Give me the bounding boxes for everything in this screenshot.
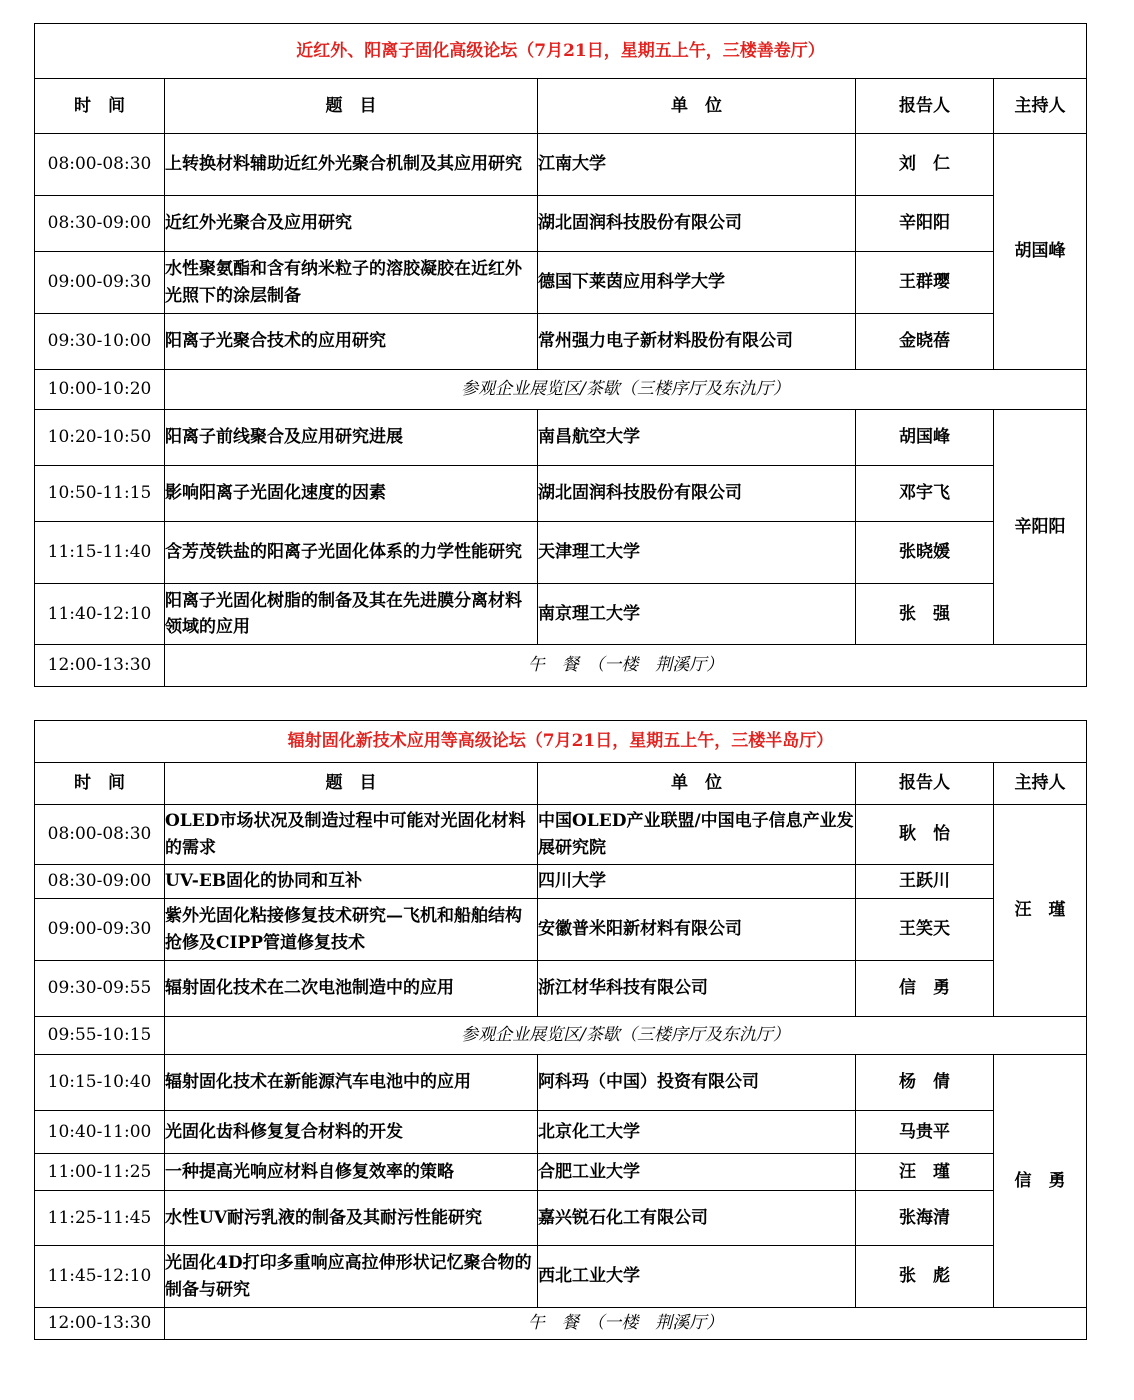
time-cell: 11:15-11:40 (35, 522, 165, 584)
unit-cell: 安徽普米阳新材料有限公司 (538, 899, 856, 961)
unit-cell: 合肥工业大学 (538, 1154, 856, 1191)
header-topic: 题 目 (165, 79, 538, 134)
unit-cell: 常州强力电子新材料股份有限公司 (538, 314, 856, 370)
header-unit: 单 位 (538, 763, 856, 805)
table-row (35, 410, 1087, 466)
speaker-cell: 王笑天 (856, 899, 994, 961)
time-cell: 11:45-12:10 (35, 1246, 165, 1308)
topic-cell: 阳离子前线聚合及应用研究进展 (165, 410, 538, 466)
table-row (35, 899, 1087, 961)
table-row (35, 522, 1087, 584)
speaker-cell: 张晓媛 (856, 522, 994, 584)
speaker-cell: 马贵平 (856, 1111, 994, 1154)
time-cell: 08:00-08:30 (35, 805, 165, 865)
topic-cell: 辐射固化技术在新能源汽车电池中的应用 (165, 1055, 538, 1111)
table-row (35, 961, 1087, 1017)
table-row (35, 805, 1087, 865)
speaker-cell: 辛阳阳 (856, 196, 994, 252)
time-cell: 10:00-10:20 (35, 370, 165, 410)
topic-cell: 影响阳离子光固化速度的因素 (165, 466, 538, 522)
lunch-text: 午 餐 （一楼 荆溪厅） (165, 1308, 1087, 1340)
speaker-cell: 邓宇飞 (856, 466, 994, 522)
topic-cell: 上转换材料辅助近红外光聚合机制及其应用研究 (165, 134, 538, 196)
unit-cell: 四川大学 (538, 865, 856, 899)
topic-cell: 阳离子光聚合技术的应用研究 (165, 314, 538, 370)
time-cell: 10:40-11:00 (35, 1111, 165, 1154)
topic-cell: 光固化齿科修复复合材料的开发 (165, 1111, 538, 1154)
lunch-row (35, 645, 1087, 687)
speaker-cell: 刘 仁 (856, 134, 994, 196)
topic-cell: 近红外光聚合及应用研究 (165, 196, 538, 252)
unit-cell: 江南大学 (538, 134, 856, 196)
header-time: 时 间 (35, 763, 165, 805)
schedule-table-1 (34, 23, 1087, 687)
time-cell: 12:00-13:30 (35, 1308, 165, 1340)
break-row (35, 1017, 1087, 1055)
break-row (35, 370, 1087, 410)
time-cell: 08:00-08:30 (35, 134, 165, 196)
topic-cell: 紫外光固化粘接修复技术研究—飞机和船舶结构抢修及CIPP管道修复技术 (165, 899, 538, 961)
speaker-cell: 耿 怡 (856, 805, 994, 865)
speaker-cell: 汪 瑾 (856, 1154, 994, 1191)
table-row (35, 865, 1087, 899)
time-cell: 09:00-09:30 (35, 899, 165, 961)
header-host: 主持人 (994, 79, 1087, 134)
topic-cell: 一种提高光响应材料自修复效率的策略 (165, 1154, 538, 1191)
time-cell: 10:15-10:40 (35, 1055, 165, 1111)
lunch-row (35, 1308, 1087, 1340)
break-text: 参观企业展览区/茶歇（三楼序厅及东氿厅） (165, 370, 1087, 410)
unit-cell: 南昌航空大学 (538, 410, 856, 466)
topic-cell: 水性聚氨酯和含有纳米粒子的溶胶凝胶在近红外光照下的涂层制备 (165, 252, 538, 314)
host-cell: 汪 瑾 (994, 805, 1087, 1017)
unit-cell: 西北工业大学 (538, 1246, 856, 1308)
speaker-cell: 张海清 (856, 1191, 994, 1246)
topic-cell: 含芳茂铁盐的阳离子光固化体系的力学性能研究 (165, 522, 538, 584)
table-row (35, 584, 1087, 645)
unit-cell: 南京理工大学 (538, 584, 856, 645)
table-row (35, 196, 1087, 252)
header-time: 时 间 (35, 79, 165, 134)
table-row (35, 1055, 1087, 1111)
unit-cell: 阿科玛（中国）投资有限公司 (538, 1055, 856, 1111)
host-cell: 胡国峰 (994, 134, 1087, 370)
speaker-cell: 金晓蓓 (856, 314, 994, 370)
host-cell: 信 勇 (994, 1055, 1087, 1308)
table-row (35, 134, 1087, 196)
unit-cell: 湖北固润科技股份有限公司 (538, 196, 856, 252)
table-row (35, 252, 1087, 314)
unit-cell: 天津理工大学 (538, 522, 856, 584)
header-unit: 单 位 (538, 79, 856, 134)
time-cell: 11:00-11:25 (35, 1154, 165, 1191)
table-row (35, 1246, 1087, 1308)
unit-cell: 北京化工大学 (538, 1111, 856, 1154)
topic-cell: OLED市场状况及制造过程中可能对光固化材料的需求 (165, 805, 538, 865)
lunch-text: 午 餐 （一楼 荆溪厅） (165, 645, 1087, 687)
topic-cell: UV-EB固化的协同和互补 (165, 865, 538, 899)
time-cell: 09:55-10:15 (35, 1017, 165, 1055)
topic-cell: 辐射固化技术在二次电池制造中的应用 (165, 961, 538, 1017)
speaker-cell: 王跃川 (856, 865, 994, 899)
schedule-table-2 (34, 720, 1087, 1340)
unit-cell: 浙江材华科技有限公司 (538, 961, 856, 1017)
speaker-cell: 张 强 (856, 584, 994, 645)
time-cell: 09:30-09:55 (35, 961, 165, 1017)
time-cell: 08:30-09:00 (35, 865, 165, 899)
topic-cell: 光固化4D打印多重响应高拉伸形状记忆聚合物的制备与研究 (165, 1246, 538, 1308)
speaker-cell: 王群璎 (856, 252, 994, 314)
session-title: 近红外、阳离子固化高级论坛（7月21日，星期五上午，三楼善卷厅） (35, 24, 1087, 79)
topic-cell: 水性UV耐污乳液的制备及其耐污性能研究 (165, 1191, 538, 1246)
header-host: 主持人 (994, 763, 1087, 805)
time-cell: 09:00-09:30 (35, 252, 165, 314)
speaker-cell: 张 彪 (856, 1246, 994, 1308)
header-speaker: 报告人 (856, 763, 994, 805)
speaker-cell: 杨 倩 (856, 1055, 994, 1111)
unit-cell: 德国下莱茵应用科学大学 (538, 252, 856, 314)
host-cell: 辛阳阳 (994, 410, 1087, 645)
unit-cell: 湖北固润科技股份有限公司 (538, 466, 856, 522)
table-row (35, 314, 1087, 370)
time-cell: 10:50-11:15 (35, 466, 165, 522)
session-title: 辐射固化新技术应用等高级论坛（7月21日，星期五上午，三楼半岛厅） (35, 721, 1087, 763)
speaker-cell: 信 勇 (856, 961, 994, 1017)
header-speaker: 报告人 (856, 79, 994, 134)
speaker-cell: 胡国峰 (856, 410, 994, 466)
table-row (35, 1111, 1087, 1154)
time-cell: 10:20-10:50 (35, 410, 165, 466)
time-cell: 08:30-09:00 (35, 196, 165, 252)
time-cell: 11:25-11:45 (35, 1191, 165, 1246)
time-cell: 09:30-10:00 (35, 314, 165, 370)
topic-cell: 阳离子光固化树脂的制备及其在先进膜分离材料领域的应用 (165, 584, 538, 645)
unit-cell: 嘉兴锐石化工有限公司 (538, 1191, 856, 1246)
table-row (35, 466, 1087, 522)
table-row (35, 1191, 1087, 1246)
time-cell: 12:00-13:30 (35, 645, 165, 687)
break-text: 参观企业展览区/茶歇（三楼序厅及东氿厅） (165, 1017, 1087, 1055)
table-row (35, 1154, 1087, 1191)
header-topic: 题 目 (165, 763, 538, 805)
time-cell: 11:40-12:10 (35, 584, 165, 645)
unit-cell: 中国OLED产业联盟/中国电子信息产业发展研究院 (538, 805, 856, 865)
